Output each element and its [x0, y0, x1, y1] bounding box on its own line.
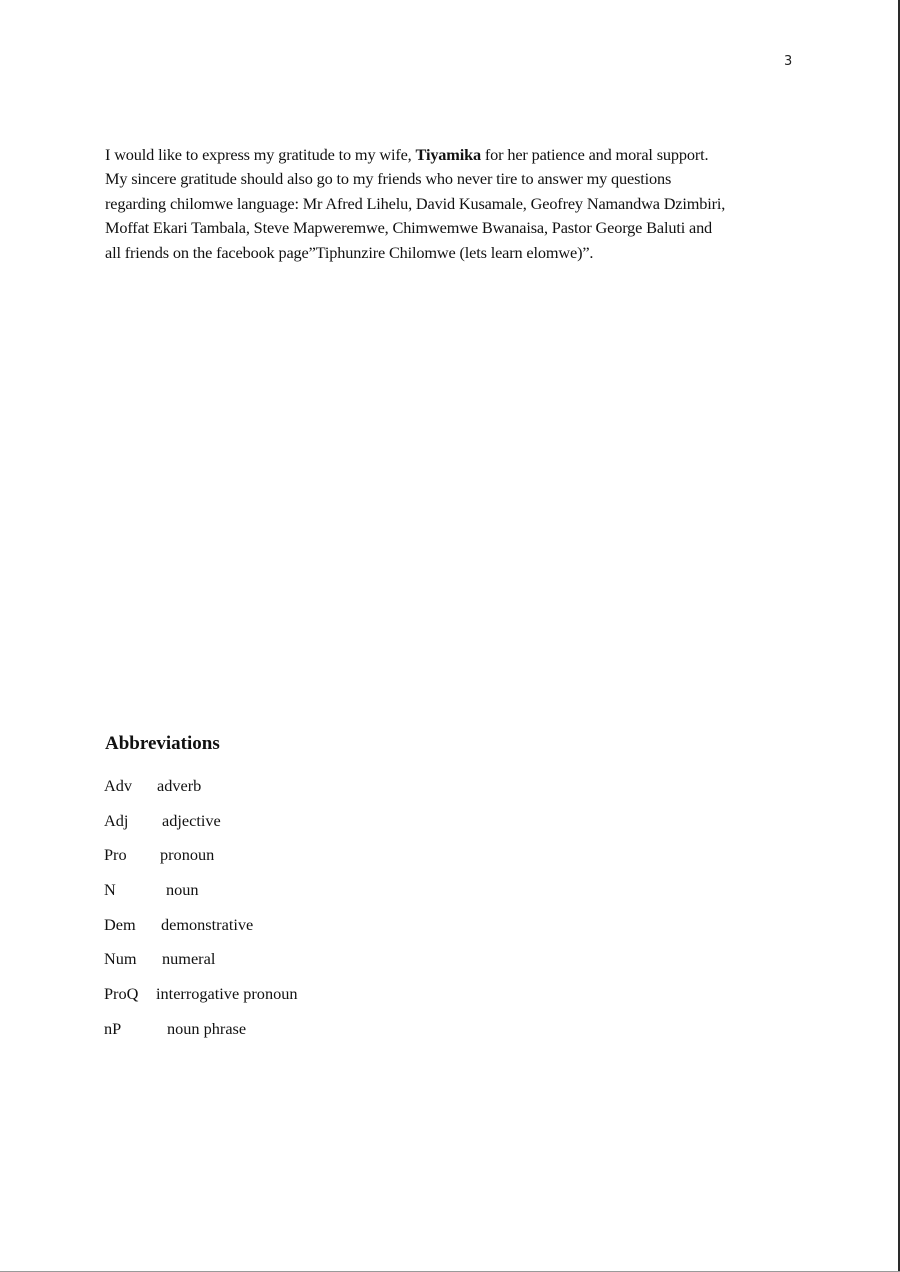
acknowledgement-line: My sincere gratitude should also go to my friends who never tire to answer my questions: [105, 169, 672, 189]
acknowledgement-line: Moffat Ekari Tambala, Steve Mapweremwe, Chimwemwe Bwanaisa, Pastor George Baluti and: [105, 218, 713, 238]
abbreviation-key: Adj: [104, 810, 129, 830]
acknowledgement-line: all friends on the facebook page”Tiphunzire Chilomwe (lets learn elomwe)”.: [105, 242, 594, 262]
abbreviation-key: nP: [104, 1018, 122, 1038]
abbreviation-key: Dem: [104, 914, 136, 934]
abbreviation-meaning: interrogative pronoun: [156, 984, 298, 1004]
abbreviation-meaning: pronoun: [160, 845, 215, 865]
abbreviation-key: Adv: [104, 776, 133, 795]
abbreviation-meaning: adjective: [162, 810, 221, 830]
abbreviation-key: ProQ: [104, 984, 139, 1004]
acknowledgement-line: regarding chilomwe language: Mr Afred Lihelu, David Kusamale, Geofrey Namandwa Dzimbiri,: [105, 193, 726, 213]
acknowledgement-text: I would like to express my gratitude to my wife,: [105, 145, 416, 164]
abbreviation-meaning: numeral: [162, 949, 216, 969]
abbreviation-key: Pro: [104, 845, 127, 865]
acknowledgement-text: for her patience and moral support.: [480, 145, 709, 164]
abbreviation-meaning: adverb: [157, 776, 202, 795]
abbreviation-meaning: noun: [166, 880, 199, 900]
page-number: 3: [784, 54, 793, 69]
abbreviation-key: N: [104, 880, 116, 900]
abbreviation-meaning: demonstrative: [161, 914, 254, 934]
acknowledgement-paragraph: [105, 143, 805, 265]
abbreviation-key: Num: [104, 949, 137, 969]
wife-name: Tiyamika: [415, 145, 481, 164]
acknowledgement-line: [105, 143, 805, 167]
abbreviation-meaning: noun phrase: [167, 1018, 247, 1038]
abbreviations-heading: Abbreviations: [105, 733, 220, 754]
